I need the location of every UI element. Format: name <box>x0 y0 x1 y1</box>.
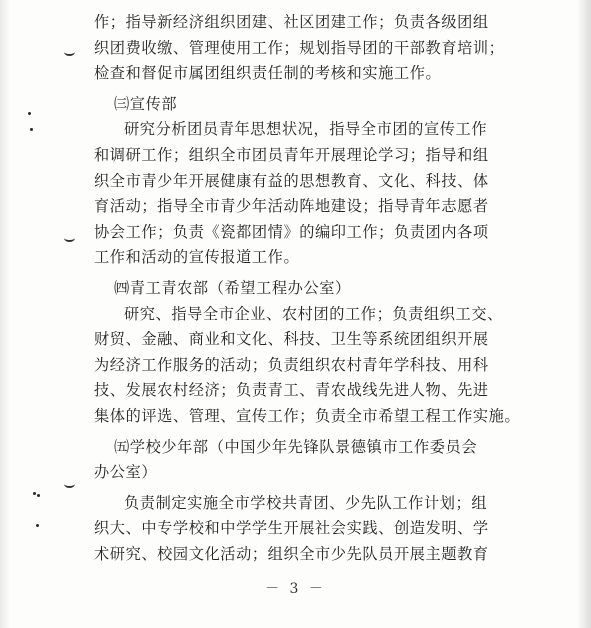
text-line: 协会工作；负责《瓷都团情》的编印工作；负责团内各项 <box>94 222 489 241</box>
scan-shadow-left <box>0 0 10 628</box>
text-line: 和调研工作；组织全市团员青年开展理论学习；指导和组 <box>94 145 489 164</box>
binding-mark <box>30 128 33 131</box>
text-line: 集体的评选、管理、宣传工作；负责全市希望工程工作实施。 <box>94 406 521 425</box>
binding-mark <box>36 524 39 527</box>
binding-mark <box>64 234 75 242</box>
text-line: 检查和督促市属团组织责任制的考核和实施工作。 <box>94 64 442 83</box>
section-heading-youth-workers-farmers: ㈣青工青农部（希望工程办公室） <box>114 278 351 297</box>
page-number: － 3 － <box>265 581 326 597</box>
binding-mark <box>64 480 75 488</box>
text-line: 织团费收缴、管理使用工作；规划指导团的干部教育培训； <box>94 38 505 57</box>
text-line: 负责制定实施全市学校共青团、少先队工作计划；组 <box>124 493 488 512</box>
section-heading-school-youth: ㈤学校少年部（中国少年先锋队景德镇市工作委员会 <box>114 437 478 456</box>
text-line: 技、发展农村经济；负责青工、青农战线先进人物、先进 <box>94 381 489 400</box>
text-line: 办公室） <box>94 463 158 482</box>
binding-mark <box>33 492 36 495</box>
binding-mark <box>64 48 75 56</box>
text-line: 术研究、校园文化活动；组织全市少先队员开展主题教育 <box>94 544 489 563</box>
text-line: 为经济工作服务的活动；负责组织农村青年学科技、用科 <box>94 355 489 374</box>
section-heading-propaganda: ㈢宣传部 <box>114 94 178 113</box>
text-line: 研究分析团员青年思想状况，指导全市团的宣传工作 <box>124 120 488 139</box>
text-line: 研究、指导全市企业、农村团的工作；负责组织工交、 <box>124 304 503 323</box>
text-line: 财贸、金融、商业和文化、科技、卫生等系统团组织开展 <box>94 330 489 349</box>
text-line: 织大、中专学校和中学学生开展社会实践、创造发明、学 <box>94 519 489 538</box>
binding-mark <box>28 112 31 115</box>
text-line: 育活动；指导全市青少年活动阵地建设；指导青年志愿者 <box>94 197 489 216</box>
text-line: 织全市青少年开展健康有益的思想教育、文化、科技、体 <box>94 171 489 190</box>
text-line: 工作和活动的宣传报道工作。 <box>94 248 300 267</box>
scan-shadow-right <box>577 0 591 628</box>
text-line: 作；指导新经济组织团建、社区团建工作；负责各级团组 <box>94 13 489 31</box>
binding-mark <box>37 494 40 497</box>
body-text <box>94 10 521 567</box>
